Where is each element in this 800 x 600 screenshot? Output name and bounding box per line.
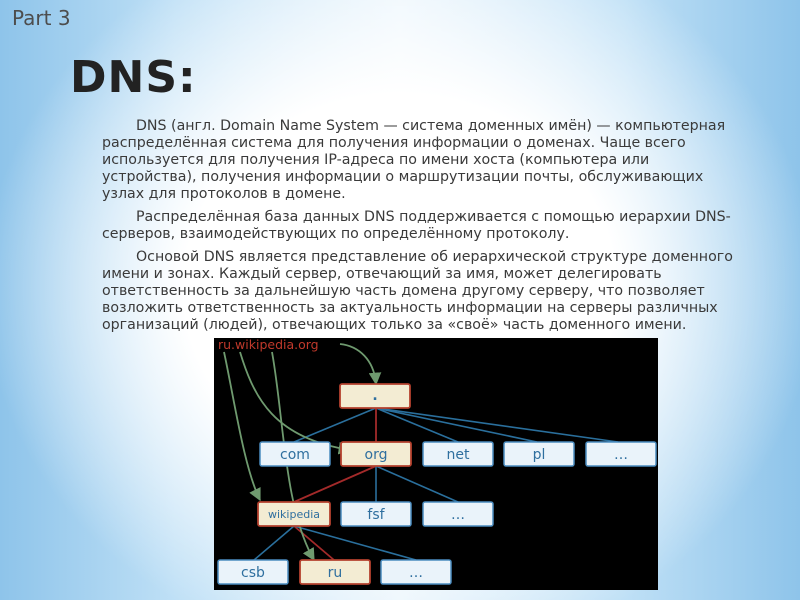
node-tld-com-label: com [280,447,310,463]
dns-hierarchy-diagram [214,338,658,590]
paragraph-hierarchy: Основой DNS является представление об иерархической структуре доменного имени и зонах. Каждый сервер, отвечающий за имя, может делегировать ответственность за дальнейшую часть домена другому серверу, что позволяет возложить ответственность за актуальность информации на серверы различных организаций (людей), отвечающих только за «своё» часть доменного имени. [102,249,733,333]
slide-title: DNS: [70,52,197,103]
node-3ld-ru-label: ru [327,565,343,581]
node-3ld-csb-label: csb [241,565,265,581]
node-sld-wikipedia-label: wikipedia [267,508,321,521]
node-3ld-more-label: … [409,565,423,581]
node-sld-more-label: … [451,507,465,523]
node-tld-more-label: … [614,447,628,463]
query-label: ru.wikipedia.org [218,338,319,352]
paragraph-definition: DNS (англ. Domain Name System — система доменных имён) — компьютерная распределённая система для получения информации о доменах. Чаще всего используется для получения IP-адреса по имени хоста (компьютера или устройства), получения информации о маршрутизации почты, обслуживающих узлах для протоколов в домене. [102,118,726,202]
node-root-label: . [372,388,378,404]
part-label: Part 3 [12,6,71,30]
node-tld-pl-label: pl [532,447,546,463]
node-tld-org-label: org [364,447,388,463]
node-tld-net-label: net [446,447,470,463]
dns-tree-svg [214,338,658,590]
paragraph-distributed-db: Распределённая база данных DNS поддерживается с помощью иерархии DNS-серверов, взаимодействующих по определённому протоколу. [102,209,731,242]
body-text [102,118,742,340]
node-sld-fsf-label: fsf [367,507,385,523]
